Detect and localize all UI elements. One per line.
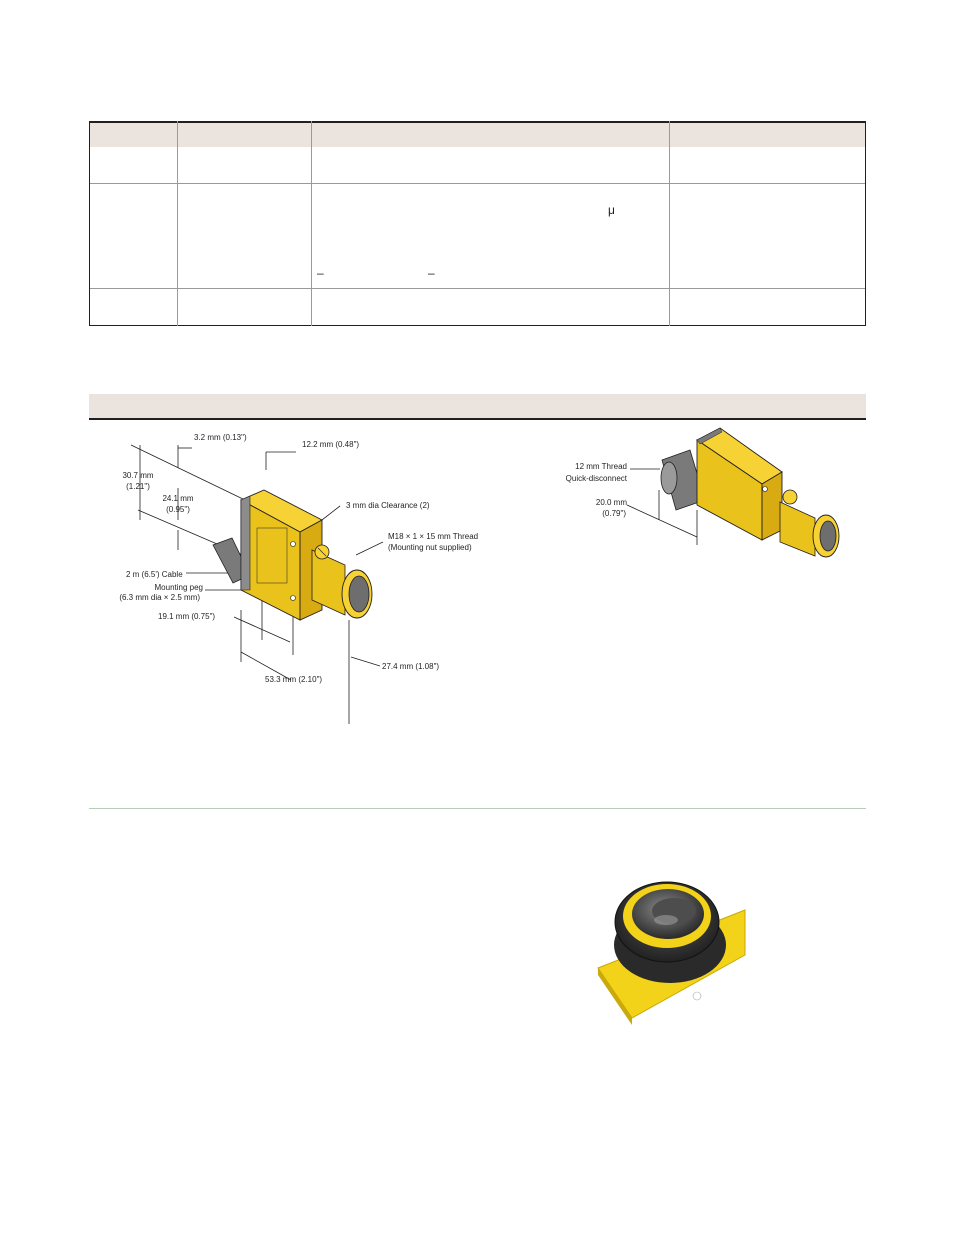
dim-label: 53.3 mm (2.10") bbox=[265, 675, 323, 684]
clearance-label: 3 mm dia Clearance (2) bbox=[346, 501, 430, 510]
micro-symbol: μ bbox=[608, 203, 615, 217]
dim-label: 27.4 mm (1.08") bbox=[382, 662, 440, 671]
thread-label: (Mounting nut supplied) bbox=[388, 543, 472, 552]
connector-label: 12 mm Thread bbox=[575, 462, 627, 471]
peg-label: Mounting peg bbox=[154, 583, 203, 592]
dim-label: 19.1 mm (0.75") bbox=[158, 612, 216, 621]
cable-label: 2 m (6.5') Cable bbox=[126, 570, 183, 579]
dash-mark: – bbox=[428, 266, 435, 280]
dim-label: 12.2 mm (0.48") bbox=[302, 440, 360, 449]
peg-label: (6.3 mm dia × 2.5 mm) bbox=[119, 593, 200, 602]
dim-label: 24.1 mm bbox=[162, 494, 194, 503]
dash-mark: – bbox=[317, 266, 324, 280]
dim-label: 20.0 mm bbox=[595, 498, 627, 507]
dim-label: (1.21") bbox=[126, 482, 150, 491]
dim-label: 30.7 mm bbox=[122, 471, 154, 480]
dim-label: (0.79") bbox=[602, 509, 626, 518]
dim-label: (0.95") bbox=[166, 505, 190, 514]
dim-label: 3.2 mm (0.13") bbox=[194, 433, 247, 442]
connector-label: Quick-disconnect bbox=[565, 474, 627, 483]
thread-label: M18 × 1 × 15 mm Thread bbox=[388, 532, 479, 541]
